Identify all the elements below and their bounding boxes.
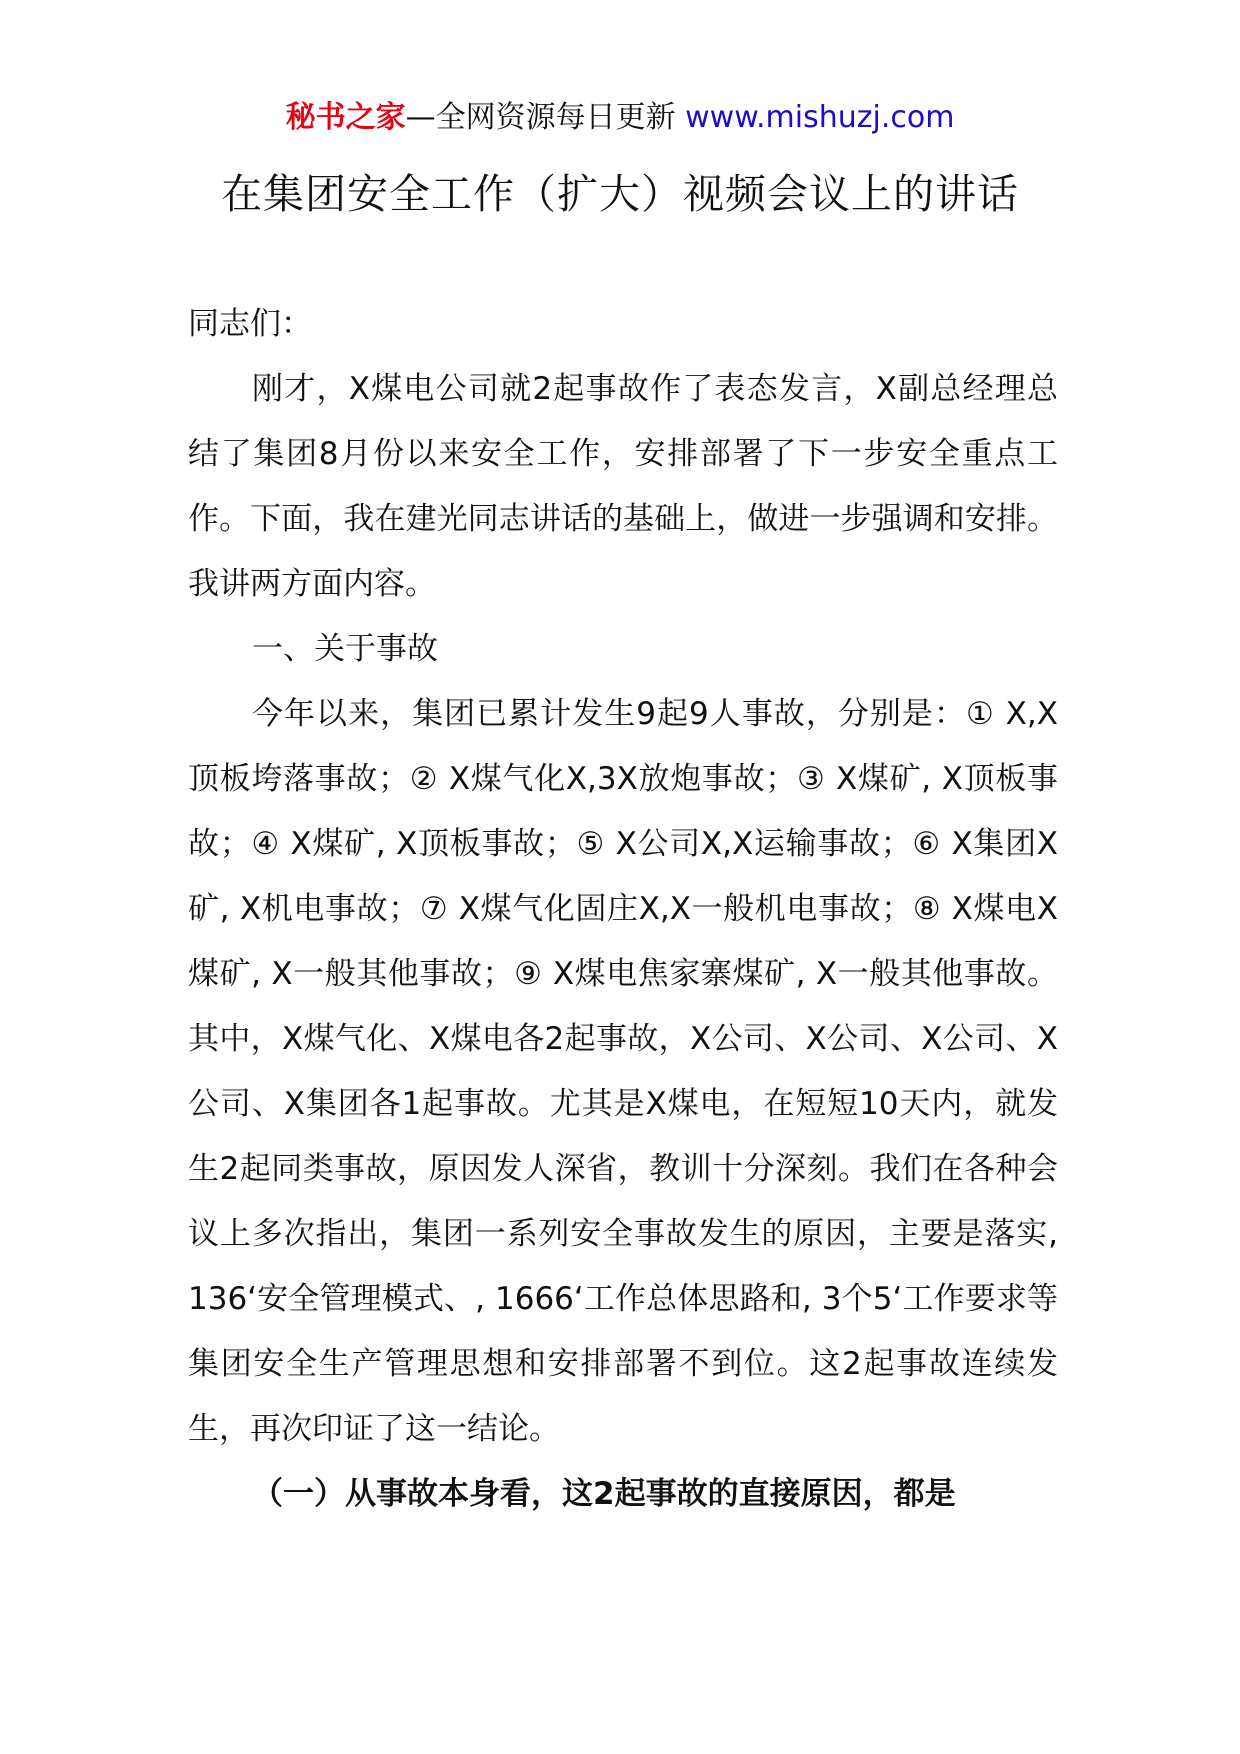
salutation: 同志们： (188, 306, 312, 342)
subsection-heading-cause: （一）从事故本身看，这2起事故的直接原因，都是 (252, 1476, 956, 1512)
header-slogan: —全网资源每日更新 (405, 100, 686, 135)
brand-name: 秘书之家 (285, 100, 406, 135)
site-header (0, 98, 1240, 138)
document-body (188, 292, 1058, 1527)
section-heading-accidents: 一、关于事故 (252, 631, 438, 667)
site-url-link[interactable]: www.mishuzj.com (685, 100, 955, 135)
paragraph-opening: 刚才，X煤电公司就2起事故作了表态发言，X副总经理总结了集团8月份以来安全工作，安排部署了下一步安全重点工作。下面，我在建光同志讲话的基础上，做进一步强调和安排。我讲两方面内容。 (188, 371, 1058, 602)
paragraph-accident-list: 今年以来，集团已累计发生9起9人事故，分别是：① X,X顶板垮落事故；② X煤气化X,3X放炮事故；③ X煤矿, X顶板事故；④ X煤矿, X顶板事故；⑤ X公司X,X运输事故；⑥ X集团X矿, X机电事故；⑦ X煤气化固庄X,X一般机电事故；⑧ X煤电X煤矿, X一般其他事故；⑨ X煤电焦家寨煤矿, X一般其他事故。其中，X煤气化、X煤电各2起事故，X公司、X公司、X公司、X公司、X集团各1起事故。尤其是X煤电，在短短10天内，就发生2起同类事故，原因发人深省，教训十分深刻。我们在各种会议上多次指出，集团一系列安全事故发生的原因，主要是落实, 136‘安全管理模式、, 1666‘工作总体思路和, 3个5‘工作要求等集团安全生产管理思想和安排部署不到位。这2起事故连续发生，再次印证了这一结论。 (188, 696, 1058, 1447)
document-title: 在集团安全工作（扩大）视频会议上的讲话 (221, 170, 1019, 218)
